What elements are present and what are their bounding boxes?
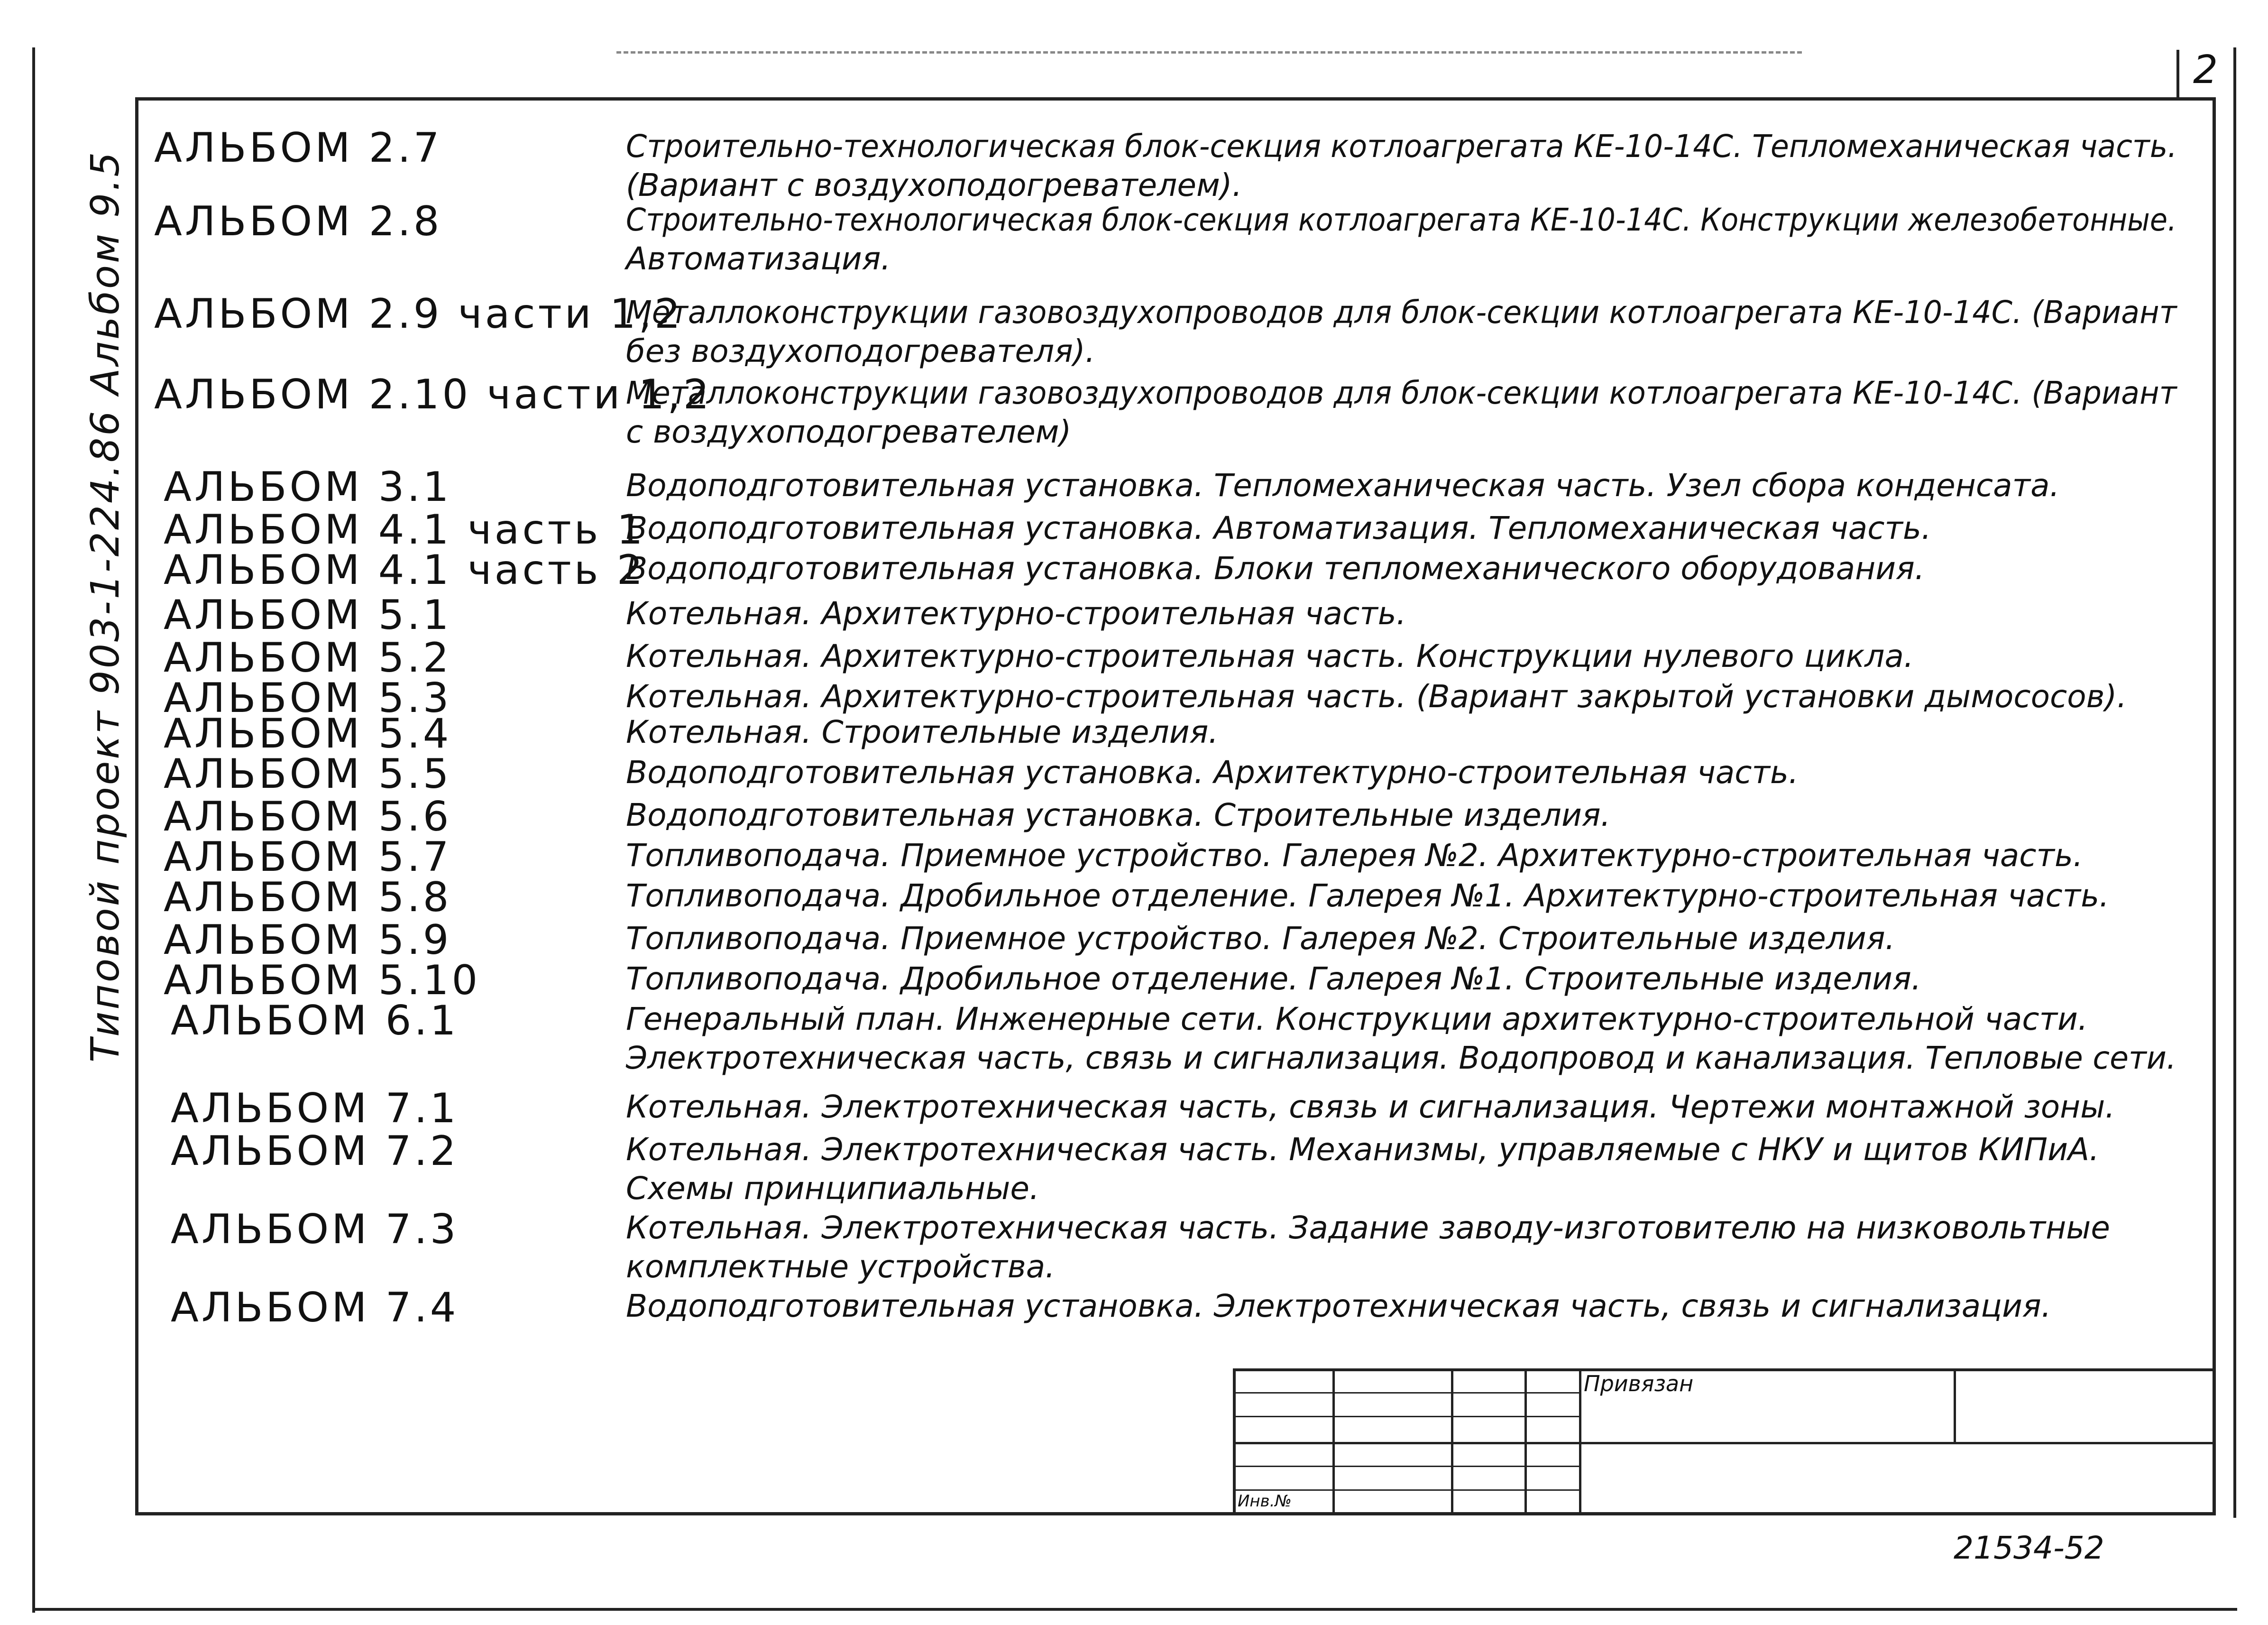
album-description: Водоподготовительная установка. Электротехническая часть, связь и сигнализация. xyxy=(626,1288,2051,1324)
album-description: Топливоподача. Дробильное отделение. Галерея №1. Строительные изделия. xyxy=(626,960,1921,997)
album-description: Строительно-технологическая блок-секция котлоагрегата КЕ-10-14С. Конструкции железобетонные. xyxy=(626,202,2177,238)
page-number: 2 xyxy=(2193,47,2218,92)
album-code: АЛЬБОМ 4.1 часть 1 xyxy=(164,506,646,554)
album-description: Топливоподача. Приемное устройство. Галерея №2. Строительные изделия. xyxy=(626,920,1895,957)
album-code: АЛЬБОМ 2.8 xyxy=(154,198,442,245)
album-description: Водоподготовительная установка. Архитектурно-строительная часть. xyxy=(626,754,1799,791)
album-description: Топливоподача. Приемное устройство. Галерея №2. Архитектурно-строительная часть. xyxy=(626,837,2083,874)
stamp-line xyxy=(1233,1368,1236,1515)
album-description: Схемы принципиальные. xyxy=(626,1170,1039,1207)
album-code: АЛЬБОМ 2.7 xyxy=(154,124,442,172)
album-description: Строительно-технологическая блок-секция котлоагрегата КЕ-10-14С. Тепломеханическая часть. xyxy=(626,128,2177,165)
bottom-margin-line xyxy=(32,1608,2237,1611)
stamp-line xyxy=(1954,1368,1956,1442)
album-code: АЛЬБОМ 5.10 xyxy=(164,957,481,1004)
album-description: Котельная. Электротехническая часть, связь и сигнализация. Чертежи монтажной зоны. xyxy=(626,1089,2115,1125)
album-code: АЛЬБОМ 5.4 xyxy=(164,710,452,757)
album-code: АЛЬБОМ 5.1 xyxy=(164,591,452,639)
stamp-line xyxy=(1233,1368,2216,1371)
album-description: без воздухоподогревателя). xyxy=(626,333,1095,369)
stamp-inv-label: Инв.№ xyxy=(1238,1492,1292,1511)
album-code: АЛЬБОМ 7.4 xyxy=(171,1284,459,1331)
album-description: Электротехническая часть, связь и сигнализация. Водопровод и канализация. Тепловые сети. xyxy=(626,1040,2176,1076)
album-code: АЛЬБОМ 7.1 xyxy=(171,1085,459,1132)
stamp-line xyxy=(1524,1368,1527,1515)
stamp-line xyxy=(1332,1368,1335,1515)
stamp-line xyxy=(1233,1489,1579,1491)
album-code: АЛЬБОМ 5.5 xyxy=(164,750,452,798)
stamp-line xyxy=(1451,1368,1453,1515)
stamp-line xyxy=(1233,1442,2216,1444)
stamp-line xyxy=(1233,1416,1579,1417)
album-code: АЛЬБОМ 5.3 xyxy=(164,674,452,722)
album-description: Автоматизация. xyxy=(626,240,891,277)
album-code: АЛЬБОМ 5.8 xyxy=(164,874,452,921)
album-code: АЛЬБОМ 6.1 xyxy=(171,997,459,1044)
album-description: Металлоконструкции газовоздухопроводов для блок-секции котлоагрегата КЕ-10-14С. (Вариант xyxy=(626,375,2177,411)
album-code: АЛЬБОМ 5.2 xyxy=(164,634,452,682)
top-dashed-line xyxy=(616,51,1802,54)
album-description: (Вариант с воздухоподогревателем). xyxy=(626,167,1242,203)
album-code: АЛЬБОМ 7.3 xyxy=(171,1206,459,1253)
album-description: Котельная. Электротехническая часть. Механизмы, управляемые с НКУ и щитов КИПиА. xyxy=(626,1131,2100,1168)
album-description: Котельная. Архитектурно-строительная часть. Конструкции нулевого цикла. xyxy=(626,638,1914,674)
side-label: Типовой проект 903-1-224.86 Альбом 9.5 xyxy=(83,150,128,1062)
stamp-line xyxy=(1233,1392,1579,1394)
stamp-line xyxy=(1579,1368,1581,1515)
album-description: Котельная. Архитектурно-строительная часть. (Вариант закрытой установки дымососов). xyxy=(626,678,2127,715)
album-code: АЛЬБОМ 5.7 xyxy=(164,833,452,881)
drawing-number: 21534-52 xyxy=(1954,1530,2104,1566)
right-margin-line xyxy=(2233,47,2236,1518)
album-code: АЛЬБОМ 2.9 части 1,2 xyxy=(154,290,683,338)
album-description: Металлоконструкции газовоздухопроводов для блок-секции котлоагрегата КЕ-10-14С. (Вариант xyxy=(626,294,2177,331)
album-description: комплектные устройства. xyxy=(626,1248,1056,1285)
album-description: Котельная. Электротехническая часть. Задание заводу-изготовителю на низковольтные xyxy=(626,1210,2111,1246)
album-description: Топливоподача. Дробильное отделение. Галерея №1. Архитектурно-строительная часть. xyxy=(626,877,2110,914)
album-code: АЛЬБОМ 4.1 часть 2 xyxy=(164,546,646,594)
album-code: АЛЬБОМ 5.6 xyxy=(164,793,452,840)
album-description: с воздухоподогревателем) xyxy=(626,414,1072,450)
album-code: АЛЬБОМ 5.9 xyxy=(164,916,452,964)
stamp-privyazan-label: Привязан xyxy=(1584,1371,1694,1396)
album-description: Котельная. Архитектурно-строительная часть. xyxy=(626,595,1406,632)
album-description: Водоподготовительная установка. Тепломеханическая часть. Узел сбора конденсата. xyxy=(626,467,2060,504)
album-code: АЛЬБОМ 7.2 xyxy=(171,1127,459,1175)
album-code: АЛЬБОМ 3.1 xyxy=(164,463,452,511)
stamp-line xyxy=(1233,1466,1579,1467)
album-description: Котельная. Строительные изделия. xyxy=(626,714,1219,750)
left-margin-line xyxy=(32,47,35,1613)
album-description: Генеральный план. Инженерные сети. Конструкции архитектурно-строительной части. xyxy=(626,1001,2088,1037)
album-description: Водоподготовительная установка. Строительные изделия. xyxy=(626,797,1611,833)
album-description: Водоподготовительная установка. Блоки тепломеханического оборудования. xyxy=(626,550,1925,587)
album-code: АЛЬБОМ 2.10 части 1,2 xyxy=(154,371,712,418)
album-description: Водоподготовительная установка. Автоматизация. Тепломеханическая часть. xyxy=(626,510,1931,546)
